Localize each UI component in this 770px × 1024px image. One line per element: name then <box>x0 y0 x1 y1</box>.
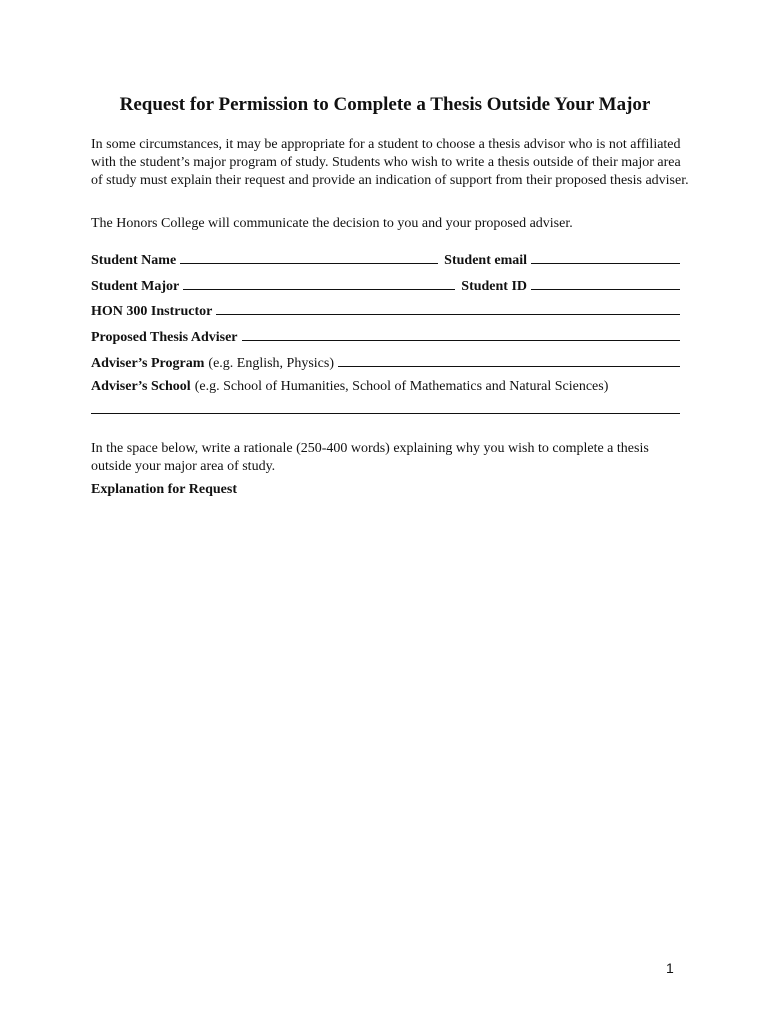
hon-instructor-row <box>91 300 680 320</box>
student-email-blank[interactable] <box>531 249 680 264</box>
proposed-adviser-blank[interactable] <box>242 326 680 341</box>
student-name-blank[interactable] <box>180 249 438 264</box>
student-id-label: Student ID <box>461 279 528 294</box>
student-major-blank[interactable] <box>183 275 455 290</box>
proposed-adviser-row <box>91 326 680 346</box>
document-title: Request for Permission to Complete a Thesis Outside Your Major <box>119 94 651 115</box>
page-number: 1 <box>666 960 674 976</box>
advisers-school-label: Adviser’s School <box>91 379 191 394</box>
rationale-instructions: In the space below, write a rationale (250-400 words) explaining why you wish to complete a thesis outside your major area of study. <box>91 441 649 474</box>
proposed-adviser-label: Proposed Thesis Adviser <box>91 330 238 345</box>
hon-instructor-label: HON 300 Instructor <box>91 304 213 319</box>
advisers-school-row <box>91 377 680 397</box>
advisers-program-hint: (e.g. English, Physics) <box>208 356 335 371</box>
hon-instructor-blank[interactable] <box>216 300 680 315</box>
advisers-school-hint: (e.g. School of Humanities, School of Mathematics and Natural Sciences) <box>194 379 609 394</box>
advisers-program-label: Adviser’s Program <box>91 356 205 371</box>
advisers-program-blank[interactable] <box>338 352 680 367</box>
advisers-school-blank[interactable] <box>91 412 680 414</box>
student-name-label: Student Name <box>91 253 177 268</box>
student-name-email-row <box>91 249 680 269</box>
communication-note: The Honors College will communicate the decision to you and your proposed adviser. <box>91 216 573 231</box>
student-id-blank[interactable] <box>531 275 680 290</box>
advisers-program-row <box>91 352 680 372</box>
student-major-id-row <box>91 275 680 295</box>
student-major-label: Student Major <box>91 279 180 294</box>
student-email-label: Student email <box>444 253 528 268</box>
intro-paragraph: In some circumstances, it may be appropriate for a student to choose a thesis advisor who is not affiliated with the student’s major program of study. Students who wish to write a thesis outside of their major area of study must explain their request and provide an indication of support from their proposed thesis adviser. <box>91 137 689 188</box>
explanation-label: Explanation for Request <box>91 482 237 497</box>
